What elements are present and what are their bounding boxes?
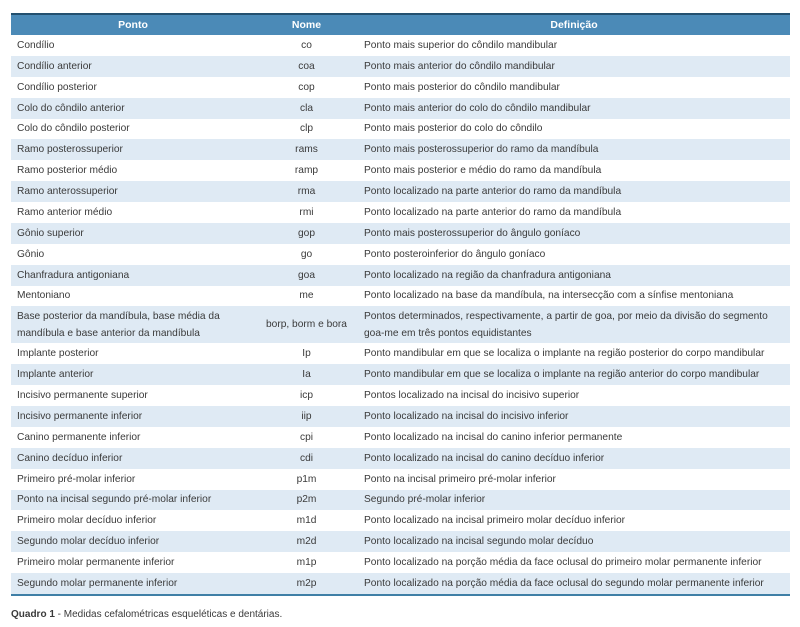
cell-definicao: Ponto localizado na parte anterior do ramo da mandíbula xyxy=(358,181,790,202)
table-row xyxy=(11,286,790,307)
cell-nome: cla xyxy=(255,98,358,119)
measurements-table xyxy=(11,13,790,596)
cell-nome: icp xyxy=(255,385,358,406)
cell-ponto: Ramo posterossuperior xyxy=(11,139,255,160)
caption-label: Quadro 1 xyxy=(11,609,55,620)
cell-nome: Ia xyxy=(255,364,358,385)
cell-ponto: Segundo molar permanente inferior xyxy=(11,573,255,595)
cell-ponto: Primeiro molar decíduo inferior xyxy=(11,510,255,531)
cell-definicao: Ponto localizado na região da chanfradura antigoniana xyxy=(358,265,790,286)
cell-definicao: Ponto mais posterior e médio do ramo da mandíbula xyxy=(358,160,790,181)
cell-definicao: Ponto posteroinferior do ângulo goníaco xyxy=(358,244,790,265)
cell-definicao: Ponto localizado na incisal segundo molar decíduo xyxy=(358,531,790,552)
table-row xyxy=(11,552,790,573)
cell-definicao: Ponto mais anterior do colo do côndilo mandibular xyxy=(358,98,790,119)
cell-ponto: Ramo anterossuperior xyxy=(11,181,255,202)
cell-nome: cop xyxy=(255,77,358,98)
cell-definicao: Ponto localizado na base da mandíbula, na intersecção com a sínfise mentoniana xyxy=(358,286,790,307)
cell-nome: m1d xyxy=(255,510,358,531)
cell-ponto: Incisivo permanente superior xyxy=(11,385,255,406)
cell-nome: coa xyxy=(255,56,358,77)
header-definicao: Definição xyxy=(358,14,790,35)
cell-ponto: Base posterior da mandíbula, base média da mandíbula e base anterior da mandíbula xyxy=(11,306,255,343)
cell-definicao: Ponto mandibular em que se localiza o implante na região posterior do corpo mandibular xyxy=(358,343,790,364)
cell-ponto: Ramo anterior médio xyxy=(11,202,255,223)
table-row xyxy=(11,427,790,448)
cell-nome: Ip xyxy=(255,343,358,364)
table-row xyxy=(11,306,790,343)
table-row xyxy=(11,160,790,181)
table-row xyxy=(11,265,790,286)
cell-nome: cpi xyxy=(255,427,358,448)
cell-ponto: Gônio xyxy=(11,244,255,265)
table-row xyxy=(11,56,790,77)
cell-definicao: Ponto mais posterossuperior do ângulo goníaco xyxy=(358,223,790,244)
cell-ponto: Condílio xyxy=(11,35,255,56)
cell-definicao: Pontos determinados, respectivamente, a partir de goa, por meio da divisão do segmento goa-me em três pontos equidistantes xyxy=(358,306,790,343)
cell-ponto: Canino decíduo inferior xyxy=(11,448,255,469)
cell-nome: m1p xyxy=(255,552,358,573)
table-container xyxy=(11,13,790,596)
table-row xyxy=(11,139,790,160)
table-row xyxy=(11,35,790,56)
cell-ponto: Condílio posterior xyxy=(11,77,255,98)
table-row xyxy=(11,469,790,490)
cell-ponto: Implante posterior xyxy=(11,343,255,364)
cell-definicao: Ponto mais anterior do côndilo mandibular xyxy=(358,56,790,77)
table-row xyxy=(11,531,790,552)
table-body xyxy=(11,35,790,595)
cell-nome: iip xyxy=(255,406,358,427)
cell-ponto: Gônio superior xyxy=(11,223,255,244)
table-row xyxy=(11,406,790,427)
cell-definicao: Ponto mais posterossuperior do ramo da mandíbula xyxy=(358,139,790,160)
cell-definicao: Ponto localizado na porção média da face oclusal do primeiro molar permanente inferior xyxy=(358,552,790,573)
cell-definicao: Ponto mais posterior do colo do côndilo xyxy=(358,119,790,140)
table-row xyxy=(11,77,790,98)
cell-definicao: Ponto localizado na incisal do canino decíduo inferior xyxy=(358,448,790,469)
cell-nome: p2m xyxy=(255,490,358,511)
cell-definicao: Ponto localizado na incisal do incisivo inferior xyxy=(358,406,790,427)
cell-definicao: Ponto na incisal primeiro pré-molar inferior xyxy=(358,469,790,490)
header-nome: Nome xyxy=(255,14,358,35)
header-ponto: Ponto xyxy=(11,14,255,35)
cell-nome: borp, borm e bora xyxy=(255,306,358,343)
cell-definicao: Ponto localizado na incisal do canino inferior permanente xyxy=(358,427,790,448)
cell-ponto: Condílio anterior xyxy=(11,56,255,77)
cell-ponto: Implante anterior xyxy=(11,364,255,385)
table-row xyxy=(11,573,790,595)
cell-nome: clp xyxy=(255,119,358,140)
cell-definicao: Ponto mais posterior do côndilo mandibular xyxy=(358,77,790,98)
cell-ponto: Mentoniano xyxy=(11,286,255,307)
caption-text: - Medidas cefalométricas esqueléticas e dentárias. xyxy=(54,609,283,620)
table-row xyxy=(11,223,790,244)
cell-nome: ramp xyxy=(255,160,358,181)
table-caption xyxy=(11,609,282,620)
cell-ponto: Chanfradura antigoniana xyxy=(11,265,255,286)
table-row xyxy=(11,202,790,223)
cell-nome: goa xyxy=(255,265,358,286)
cell-definicao: Ponto mais superior do côndilo mandibular xyxy=(358,35,790,56)
cell-ponto: Colo do côndilo anterior xyxy=(11,98,255,119)
cell-ponto: Incisivo permanente inferior xyxy=(11,406,255,427)
cell-nome: co xyxy=(255,35,358,56)
cell-nome: gop xyxy=(255,223,358,244)
cell-ponto: Primeiro molar permanente inferior xyxy=(11,552,255,573)
table-row xyxy=(11,385,790,406)
table-row xyxy=(11,448,790,469)
table-row xyxy=(11,343,790,364)
table-row xyxy=(11,510,790,531)
table-row xyxy=(11,98,790,119)
cell-ponto: Colo do côndilo posterior xyxy=(11,119,255,140)
cell-definicao: Ponto mandibular em que se localiza o implante na região anterior do corpo mandibular xyxy=(358,364,790,385)
cell-ponto: Segundo molar decíduo inferior xyxy=(11,531,255,552)
cell-definicao: Ponto localizado na incisal primeiro molar decíduo inferior xyxy=(358,510,790,531)
cell-nome: p1m xyxy=(255,469,358,490)
cell-definicao: Segundo pré-molar inferior xyxy=(358,490,790,511)
cell-nome: m2p xyxy=(255,573,358,595)
table-row xyxy=(11,490,790,511)
cell-definicao: Ponto localizado na parte anterior do ramo da mandíbula xyxy=(358,202,790,223)
table-row xyxy=(11,181,790,202)
cell-nome: rmi xyxy=(255,202,358,223)
cell-definicao: Pontos localizado na incisal do incisivo superior xyxy=(358,385,790,406)
cell-nome: cdi xyxy=(255,448,358,469)
table-row xyxy=(11,244,790,265)
table-row xyxy=(11,119,790,140)
cell-ponto: Primeiro pré-molar inferior xyxy=(11,469,255,490)
cell-nome: rams xyxy=(255,139,358,160)
cell-ponto: Ponto na incisal segundo pré-molar inferior xyxy=(11,490,255,511)
cell-ponto: Canino permanente inferior xyxy=(11,427,255,448)
cell-nome: m2d xyxy=(255,531,358,552)
cell-definicao: Ponto localizado na porção média da face oclusal do segundo molar permanente inferior xyxy=(358,573,790,595)
table-row xyxy=(11,364,790,385)
cell-nome: go xyxy=(255,244,358,265)
cell-ponto: Ramo posterior médio xyxy=(11,160,255,181)
cell-nome: me xyxy=(255,286,358,307)
table-header-row xyxy=(11,14,790,35)
cell-nome: rma xyxy=(255,181,358,202)
